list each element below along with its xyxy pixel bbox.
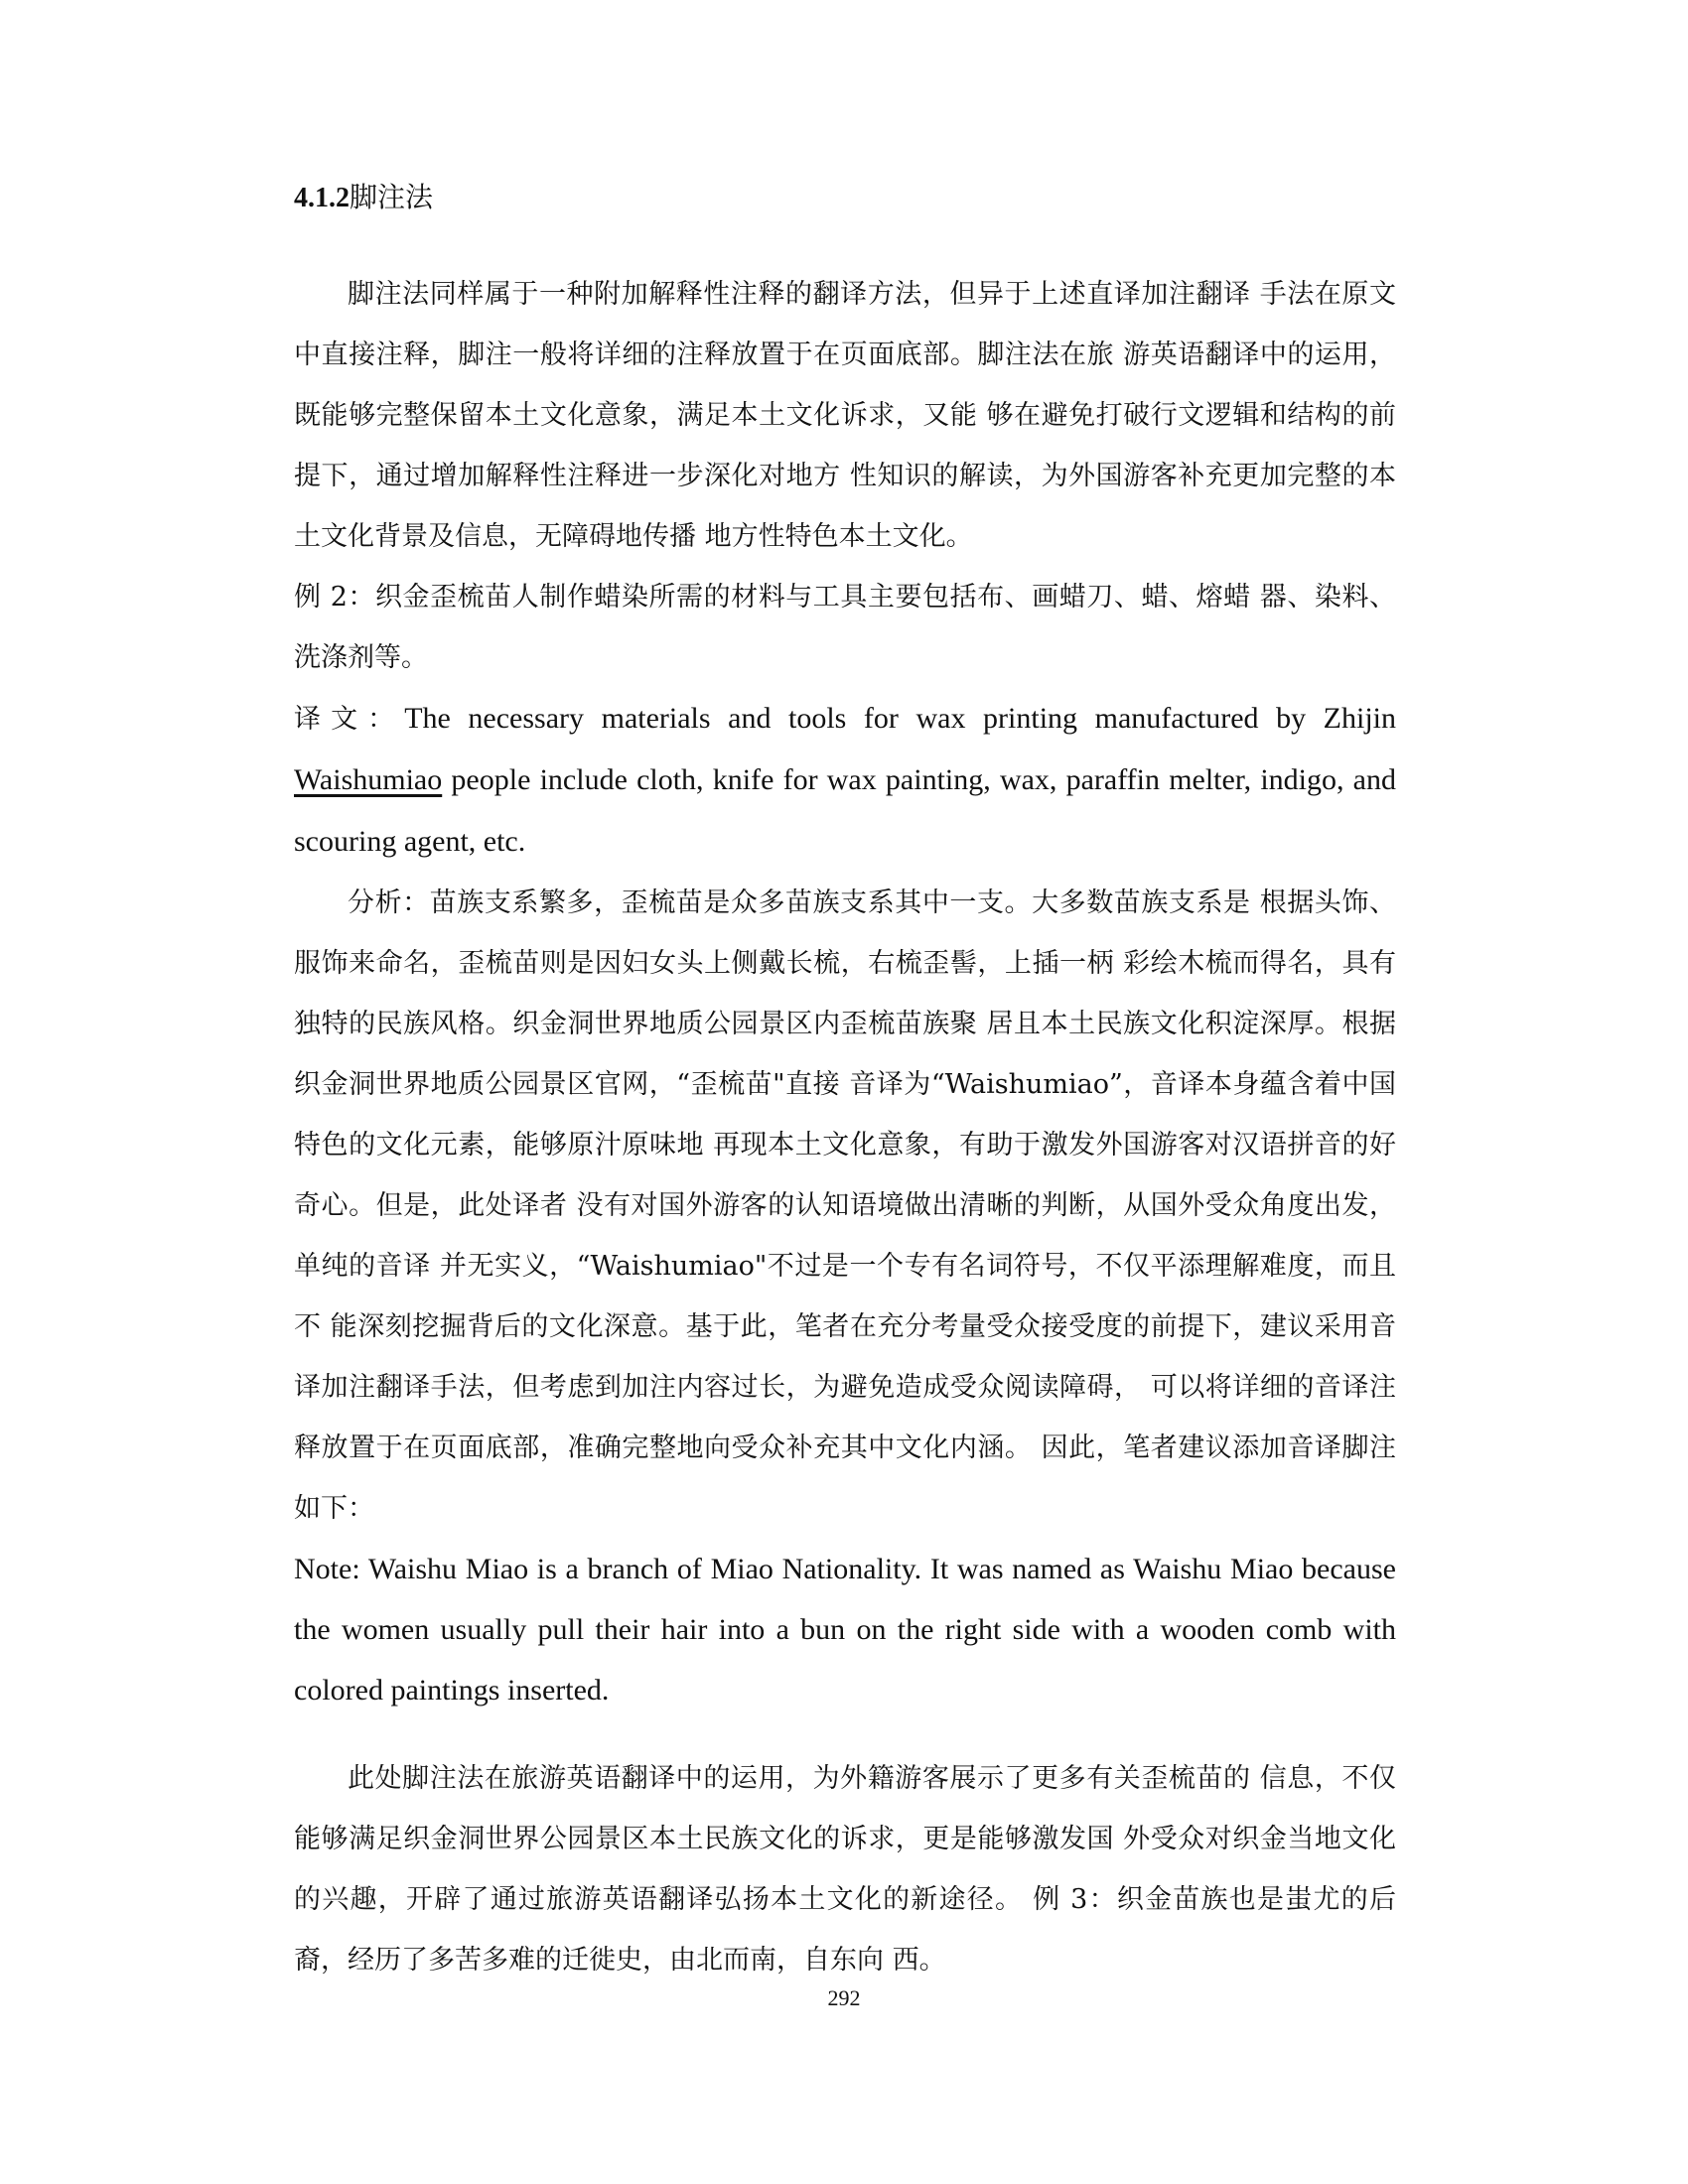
footnote-note: Note: Waishu Miao is a branch of Miao Nationality. It was named as Waishu Miao because the women usually pull their hair into a bun on the right side with a wooden comb with colored paintings inserted. [294, 1553, 1396, 1706]
translation-text-start: The necessary materials and tools for wax printing manufactured by Zhijin [404, 702, 1396, 735]
paragraph-footnote-method: 脚注法同样属于一种附加解释性注释的翻译方法，但异于上述直译加注翻译 手法在原文中直接注释，脚注一般将详细的注释放置于在页面底部。脚注法在旅 游英语翻译中的运用，既能够完整保留本土文化意象，满足本土文化诉求，又能 够在避免打破行文逻辑和结构的前提下，通过增加解释性注释进一步深化对地方 性知识的解读，为外国游客补充更加完整的本土文化背景及信息，无障碍地传播 地方性特色本土文化。 [294, 279, 1396, 552]
analysis-paragraph: 分析：苗族支系繁多，歪梳苗是众多苗族支系其中一支。大多数苗族支系是 根据头饰、服饰来命名，歪梳苗则是因妇女头上侧戴长梳，右梳歪髻，上插一柄 彩绘木梳而得名，具有独特的民族风格。织金洞世界地质公园景区内歪梳苗族聚 居且本土民族文化积淀深厚。根据织金洞世界地质公园景区官网，“歪梳苗"直接 音译为“Waishumiao”，音译本身蕴含着中国特色的文化元素，能够原汁原味地 再现本土文化意象，有助于激发外国游客对汉语拼音的好奇心。但是，此处译者 没有对国外游客的认知语境做出清晰的判断，从国外受众角度出发，单纯的音译 并无实义，“Waishumiao"不过是一个专有名词符号，不仅平添理解难度，而且不 能深刻挖掘背后的文化深意。基于此，笔者在充分考量受众接受度的前提下，建议采用音译加注翻译手法，但考虑到加注内容过长，为避免造成受众阅读障碍， 可以将详细的音译注释放置于在页面底部，准确完整地向受众补充其中文化内涵。 因此，笔者建议添加音译脚注如下： [294, 887, 1396, 1524]
translation-text-end: people include cloth, knife for wax painting, wax, paraffin melter, indigo, and scouring agent, etc. [294, 763, 1396, 858]
translation-paragraph [294, 688, 1396, 873]
section-heading [294, 167, 1396, 228]
section-number: 4.1.2 [294, 183, 350, 213]
closing-paragraph: 此处脚注法在旅游英语翻译中的运用，为外籍游客展示了更多有关歪梳苗的 信息，不仅能够满足织金洞世界公园景区本土民族文化的诉求，更是能够激发国 外受众对织金当地文化的兴趣，开辟了通过旅游英语翻译弘扬本土文化的新途径。 例 3：织金苗族也是蚩尤的后裔，经历了多苦多难的迁徙史，由北而南，自东向 西。 [294, 1763, 1396, 1976]
page-number: 292 [827, 1985, 861, 2010]
example-2: 例 2：织金歪梳苗人制作蜡染所需的材料与工具主要包括布、画蜡刀、蜡、熔蜡 器、染料、洗涤剂等。 [294, 582, 1396, 673]
section-title: 脚注法 [350, 181, 434, 213]
translation-underlined-term: Waishumiao [294, 763, 443, 796]
translation-label: 译文： [294, 704, 405, 735]
page-body [294, 167, 1396, 1990]
